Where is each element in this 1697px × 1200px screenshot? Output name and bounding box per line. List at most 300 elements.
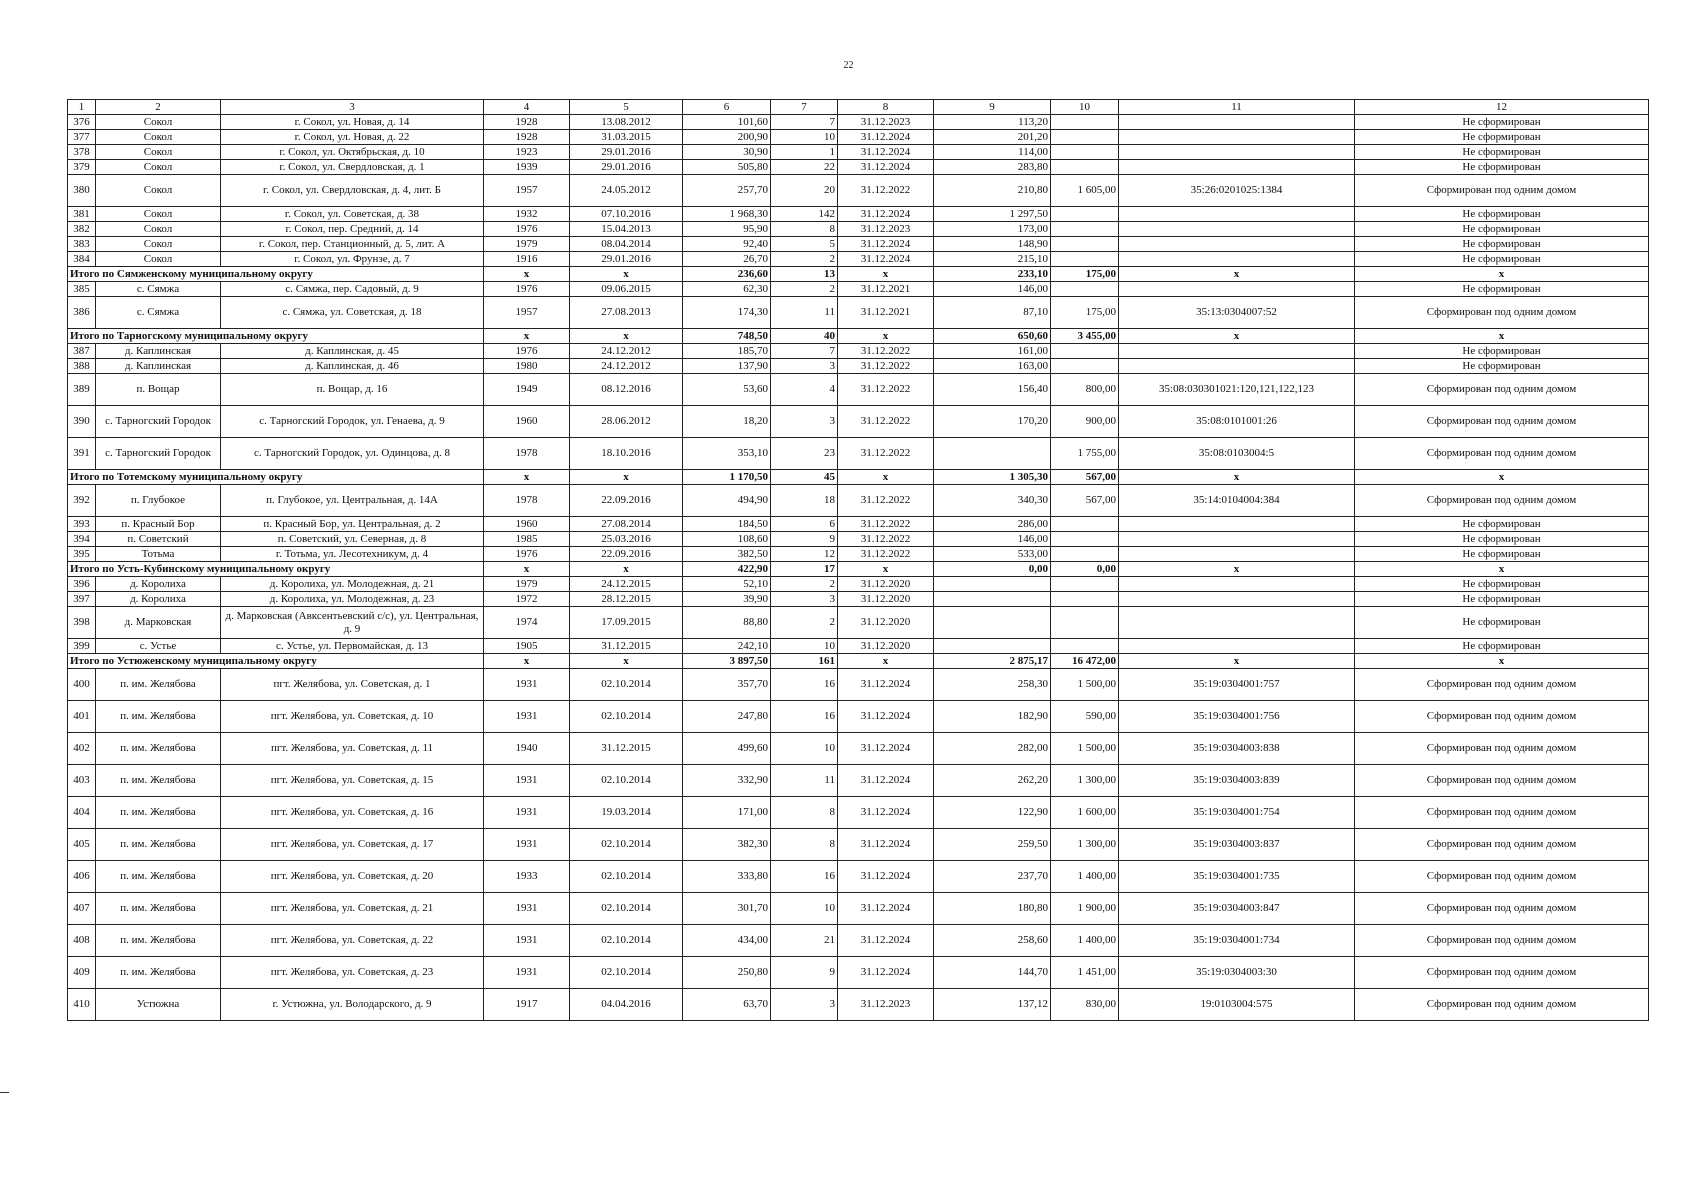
table-cell: 410 [68,989,96,1021]
table-cell [1051,115,1119,130]
table-cell: 333,80 [683,861,771,893]
subtotal-cell: x [838,654,934,669]
table-cell: 31.12.2024 [838,130,934,145]
table-cell: 35:19:0304001:734 [1119,925,1355,957]
table-cell: 28.12.2015 [570,592,683,607]
table-cell: 31.03.2015 [570,130,683,145]
subtotal-cell: 2 875,17 [934,654,1051,669]
table-cell: 144,70 [934,957,1051,989]
subtotal-cell: x [838,562,934,577]
table-cell [1051,607,1119,639]
subtotal-cell: 233,10 [934,267,1051,282]
table-cell: 101,60 [683,115,771,130]
table-cell: 1960 [484,517,570,532]
table-cell: 6 [771,517,838,532]
table-cell: 210,80 [934,175,1051,207]
table-cell: 146,00 [934,532,1051,547]
table-cell: 39,90 [683,592,771,607]
table-cell: г. Сокол, ул. Новая, д. 14 [221,115,484,130]
table-cell: 16 [771,669,838,701]
table-cell: 31.12.2024 [838,145,934,160]
table-cell: д. Королиха, ул. Молодежная, д. 21 [221,577,484,592]
table-cell: 31.12.2022 [838,175,934,207]
table-cell: 283,80 [934,160,1051,175]
table-row [68,517,1649,532]
table-cell: 12 [771,547,838,562]
table-cell: г. Сокол, ул. Свердловская, д. 1 [221,160,484,175]
table-cell: 505,80 [683,160,771,175]
table-cell: п. Вощар, д. 16 [221,374,484,406]
table-cell: п. Красный Бор [96,517,221,532]
table-cell [1119,237,1355,252]
table-cell: 1916 [484,252,570,267]
table-row [68,861,1649,893]
table-cell: Сформирован под одним домом [1355,861,1649,893]
table-cell: 31.12.2024 [838,925,934,957]
table-cell: 29.01.2016 [570,145,683,160]
table-cell: Сформирован под одним домом [1355,406,1649,438]
table-cell: д. Каплинская, д. 46 [221,359,484,374]
table-cell: 171,00 [683,797,771,829]
table-cell: 389 [68,374,96,406]
table-cell: п. Красный Бор, ул. Центральная, д. 2 [221,517,484,532]
table-row [68,160,1649,175]
table-cell: 1931 [484,701,570,733]
table-cell: 15.04.2013 [570,222,683,237]
table-cell: 8 [771,222,838,237]
table-cell: с. Сямжа, ул. Советская, д. 18 [221,297,484,329]
table-cell: Сформирован под одним домом [1355,374,1649,406]
table-cell: Не сформирован [1355,592,1649,607]
table-cell: 1979 [484,237,570,252]
table-cell: 53,60 [683,374,771,406]
table-cell: 1957 [484,175,570,207]
table-cell: 1 605,00 [1051,175,1119,207]
table-cell: 31.12.2024 [838,701,934,733]
table-cell [1119,359,1355,374]
table-cell: 1939 [484,160,570,175]
table-cell: 52,10 [683,577,771,592]
table-row [68,297,1649,329]
table-cell: 156,40 [934,374,1051,406]
table-cell: 242,10 [683,639,771,654]
table-cell: Сформирован под одним домом [1355,893,1649,925]
table-cell: 379 [68,160,96,175]
table-row [68,989,1649,1021]
table-cell: д. Каплинская [96,344,221,359]
table-cell: 247,80 [683,701,771,733]
table-cell: 31.12.2023 [838,115,934,130]
subtotal-row [68,654,1649,669]
table-cell: пгт. Желябова, ул. Советская, д. 20 [221,861,484,893]
table-cell [1051,130,1119,145]
table-cell: п. им. Желябова [96,861,221,893]
table-cell: 31.12.2020 [838,607,934,639]
table-cell: 387 [68,344,96,359]
table-cell: Не сформирован [1355,115,1649,130]
subtotal-cell: 650,60 [934,329,1051,344]
table-cell: 27.08.2013 [570,297,683,329]
table-header-row [68,100,1649,115]
table-cell: Сформирован под одним домом [1355,925,1649,957]
subtotal-cell: x [838,267,934,282]
table-cell: 35:19:0304003:837 [1119,829,1355,861]
column-header: 4 [484,100,570,115]
table-cell [1051,639,1119,654]
column-header: 7 [771,100,838,115]
table-cell [1119,207,1355,222]
table-cell: 2 [771,282,838,297]
table-cell: 380 [68,175,96,207]
table-row [68,607,1649,639]
table-cell: д. Королиха [96,577,221,592]
table-cell [1051,547,1119,562]
subtotal-label: Итого по Устюженскому муниципальному округу [68,654,484,669]
table-cell: 533,00 [934,547,1051,562]
table-cell [1051,532,1119,547]
column-header: 9 [934,100,1051,115]
table-cell [1051,160,1119,175]
margin-mark [0,1092,9,1093]
table-cell: 8 [771,797,838,829]
table-cell: 1960 [484,406,570,438]
table-cell: с. Сямжа [96,282,221,297]
table-cell: 3 [771,989,838,1021]
table-cell: 23 [771,438,838,470]
table-cell [1051,592,1119,607]
table-cell: 3 [771,359,838,374]
table-row [68,344,1649,359]
table-cell [1119,145,1355,160]
table-cell: д. Каплинская [96,359,221,374]
table-cell: 137,90 [683,359,771,374]
table-cell: 113,20 [934,115,1051,130]
table-cell: 08.04.2014 [570,237,683,252]
table-cell: пгт. Желябова, ул. Советская, д. 1 [221,669,484,701]
subtotal-cell: x [838,329,934,344]
table-cell: 250,80 [683,957,771,989]
table-cell: 174,30 [683,297,771,329]
table-cell: 108,60 [683,532,771,547]
table-row [68,438,1649,470]
table-cell: 1 300,00 [1051,765,1119,797]
table-cell: 07.10.2016 [570,207,683,222]
table-cell: 63,70 [683,989,771,1021]
table-cell [1119,592,1355,607]
table-cell [1051,344,1119,359]
table-cell: 16 [771,861,838,893]
table-cell: 11 [771,765,838,797]
table-row [68,733,1649,765]
table-cell: 31.12.2023 [838,222,934,237]
table-cell: 1932 [484,207,570,222]
subtotal-cell: 567,00 [1051,470,1119,485]
table-cell: 35:19:0304003:847 [1119,893,1355,925]
table-cell: 146,00 [934,282,1051,297]
table-cell: 62,30 [683,282,771,297]
table-cell: 1985 [484,532,570,547]
table-cell: 31.12.2024 [838,957,934,989]
table-cell: 396 [68,577,96,592]
table-row [68,893,1649,925]
table-cell: 27.08.2014 [570,517,683,532]
table-cell: 24.12.2012 [570,359,683,374]
table-cell: 1928 [484,130,570,145]
table-cell: Сокол [96,207,221,222]
table-cell: Сокол [96,252,221,267]
table-row [68,957,1649,989]
subtotal-cell: 0,00 [934,562,1051,577]
table-cell: Сокол [96,115,221,130]
table-cell: Не сформирован [1355,237,1649,252]
table-cell: 1 451,00 [1051,957,1119,989]
table-cell: 201,20 [934,130,1051,145]
subtotal-cell: x [1355,654,1649,669]
table-cell: 04.04.2016 [570,989,683,1021]
table-row [68,145,1649,160]
subtotal-cell: 175,00 [1051,267,1119,282]
table-cell: Не сформирован [1355,222,1649,237]
table-cell: Не сформирован [1355,160,1649,175]
table-row [68,175,1649,207]
table-cell: 286,00 [934,517,1051,532]
table-cell: с. Тарногский Городок [96,406,221,438]
table-cell: 388 [68,359,96,374]
table-cell: 31.12.2024 [838,797,934,829]
subtotal-cell: x [838,470,934,485]
table-row [68,765,1649,797]
table-row [68,237,1649,252]
table-cell: 31.12.2024 [838,829,934,861]
table-cell: п. Советский [96,532,221,547]
table-cell: 09.06.2015 [570,282,683,297]
column-header: 12 [1355,100,1649,115]
table-cell: п. Вощар [96,374,221,406]
table-cell: 1917 [484,989,570,1021]
table-cell: г. Сокол, ул. Новая, д. 22 [221,130,484,145]
table-cell: 3 [771,406,838,438]
table-cell: 18,20 [683,406,771,438]
table-cell: 02.10.2014 [570,765,683,797]
table-cell: п. Глубокое, ул. Центральная, д. 14А [221,485,484,517]
table-cell [934,592,1051,607]
subtotal-cell: 1 170,50 [683,470,771,485]
table-row [68,252,1649,267]
table-cell: 19:0103004:575 [1119,989,1355,1021]
subtotal-cell: x [570,329,683,344]
table-cell: 31.12.2024 [838,893,934,925]
table-cell: г. Сокол, ул. Советская, д. 38 [221,207,484,222]
table-cell: 1931 [484,797,570,829]
table-row [68,282,1649,297]
table-cell: 567,00 [1051,485,1119,517]
table-row [68,485,1649,517]
table-cell: 386 [68,297,96,329]
table-cell: 31.12.2022 [838,374,934,406]
subtotal-cell: x [484,267,570,282]
column-header: 6 [683,100,771,115]
table-cell: Сформирован под одним домом [1355,989,1649,1021]
table-cell: 31.12.2015 [570,733,683,765]
table-cell: п. им. Желябова [96,957,221,989]
table-body [68,100,1649,1021]
table-cell: с. Устье [96,639,221,654]
table-cell: 384 [68,252,96,267]
table-cell: д. Марковская (Авксентьевский с/с), ул. Центральная, д. 9 [221,607,484,639]
table-cell: 258,30 [934,669,1051,701]
table-cell: 1972 [484,592,570,607]
table-cell: 382,30 [683,829,771,861]
table-cell: 393 [68,517,96,532]
table-cell [1119,252,1355,267]
table-cell: 434,00 [683,925,771,957]
table-cell: 1978 [484,485,570,517]
table-cell: с. Тарногский Городок, ул. Генаева, д. 9 [221,406,484,438]
table-cell: 340,30 [934,485,1051,517]
subtotal-cell: x [1119,654,1355,669]
table-cell: Не сформирован [1355,252,1649,267]
table-cell: Не сформирован [1355,547,1649,562]
table-cell: д. Королиха, ул. Молодежная, д. 23 [221,592,484,607]
table-cell: 1931 [484,893,570,925]
table-cell: 408 [68,925,96,957]
table-cell [1051,252,1119,267]
table-cell: 394 [68,532,96,547]
table-cell: 24.05.2012 [570,175,683,207]
table-cell: 31.12.2024 [838,765,934,797]
table-cell: Сформирован под одним домом [1355,701,1649,733]
table-cell: г. Сокол, пер. Станционный, д. 5, лит. А [221,237,484,252]
table-cell: 2 [771,252,838,267]
table-row [68,359,1649,374]
table-cell: 1923 [484,145,570,160]
table-cell: 02.10.2014 [570,925,683,957]
table-cell: Не сформирован [1355,344,1649,359]
table-cell: 35:19:0304003:839 [1119,765,1355,797]
table-cell: 9 [771,532,838,547]
table-cell: 137,12 [934,989,1051,1021]
table-cell: 13.08.2012 [570,115,683,130]
table-cell: 31.12.2022 [838,517,934,532]
subtotal-cell: x [1119,267,1355,282]
table-cell: Сформирован под одним домом [1355,957,1649,989]
table-cell: 35:19:0304001:756 [1119,701,1355,733]
table-cell: Сокол [96,175,221,207]
table-cell: 35:08:0103004:5 [1119,438,1355,470]
table-cell: 398 [68,607,96,639]
table-row [68,829,1649,861]
subtotal-label: Итого по Усть-Кубинскому муниципальному округу [68,562,484,577]
column-header: 5 [570,100,683,115]
table-cell: 357,70 [683,669,771,701]
table-cell [1119,160,1355,175]
table-cell: Сформирован под одним домом [1355,175,1649,207]
table-cell: 1976 [484,282,570,297]
table-cell: 87,10 [934,297,1051,329]
subtotal-label: Итого по Сямженскому муниципальному округу [68,267,484,282]
table-cell: 92,40 [683,237,771,252]
table-cell: 800,00 [1051,374,1119,406]
table-cell: пгт. Желябова, ул. Советская, д. 16 [221,797,484,829]
table-cell: Не сформирован [1355,282,1649,297]
table-cell: 400 [68,669,96,701]
table-row [68,207,1649,222]
table-cell: 10 [771,639,838,654]
table-cell: 494,90 [683,485,771,517]
table-cell [1119,607,1355,639]
table-cell: 1931 [484,669,570,701]
subtotal-cell: 3 455,00 [1051,329,1119,344]
table-cell: д. Королиха [96,592,221,607]
table-cell: 381 [68,207,96,222]
table-cell: 382,50 [683,547,771,562]
table-cell: г. Сокол, ул. Свердловская, д. 4, лит. Б [221,175,484,207]
table-cell: 1 400,00 [1051,861,1119,893]
table-cell: 173,00 [934,222,1051,237]
subtotal-cell: 13 [771,267,838,282]
table-cell: 31.12.2022 [838,547,934,562]
column-header: 1 [68,100,96,115]
subtotal-cell: x [1355,562,1649,577]
table-cell: 1 500,00 [1051,733,1119,765]
subtotal-cell: 17 [771,562,838,577]
subtotal-cell: 45 [771,470,838,485]
table-cell: 29.01.2016 [570,160,683,175]
table-cell: 7 [771,115,838,130]
subtotal-cell: 1 305,30 [934,470,1051,485]
table-cell: г. Сокол, ул. Октябрьская, д. 10 [221,145,484,160]
table-cell: 26,70 [683,252,771,267]
table-cell: 378 [68,145,96,160]
table-cell: п. им. Желябова [96,925,221,957]
table-cell: 1949 [484,374,570,406]
subtotal-row [68,470,1649,485]
table-cell: 31.12.2022 [838,485,934,517]
table-cell: 200,90 [683,130,771,145]
table-cell: 4 [771,374,838,406]
table-cell: 24.12.2015 [570,577,683,592]
table-cell: 377 [68,130,96,145]
table-cell: 31.12.2023 [838,989,934,1021]
table-cell: п. им. Желябова [96,733,221,765]
table-cell [1051,237,1119,252]
table-cell: 258,60 [934,925,1051,957]
table-cell: Не сформирован [1355,207,1649,222]
table-cell: 392 [68,485,96,517]
subtotal-row [68,562,1649,577]
table-row [68,701,1649,733]
table-cell: 1979 [484,577,570,592]
table-cell: Не сформирован [1355,577,1649,592]
column-header: 8 [838,100,934,115]
table-cell [1051,222,1119,237]
table-cell: 31.12.2024 [838,669,934,701]
table-row [68,374,1649,406]
table-cell: 900,00 [1051,406,1119,438]
table-cell: 22.09.2016 [570,547,683,562]
column-header: 3 [221,100,484,115]
table-cell: п. им. Желябова [96,701,221,733]
table-cell: д. Каплинская, д. 45 [221,344,484,359]
table-cell [934,639,1051,654]
table-cell: 17.09.2015 [570,607,683,639]
table-cell: 11 [771,297,838,329]
table-row [68,669,1649,701]
table-cell: 31.12.2024 [838,861,934,893]
table-cell: Не сформирован [1355,130,1649,145]
table-cell: 397 [68,592,96,607]
table-cell: 35:08:030301021:120,121,122,123 [1119,374,1355,406]
